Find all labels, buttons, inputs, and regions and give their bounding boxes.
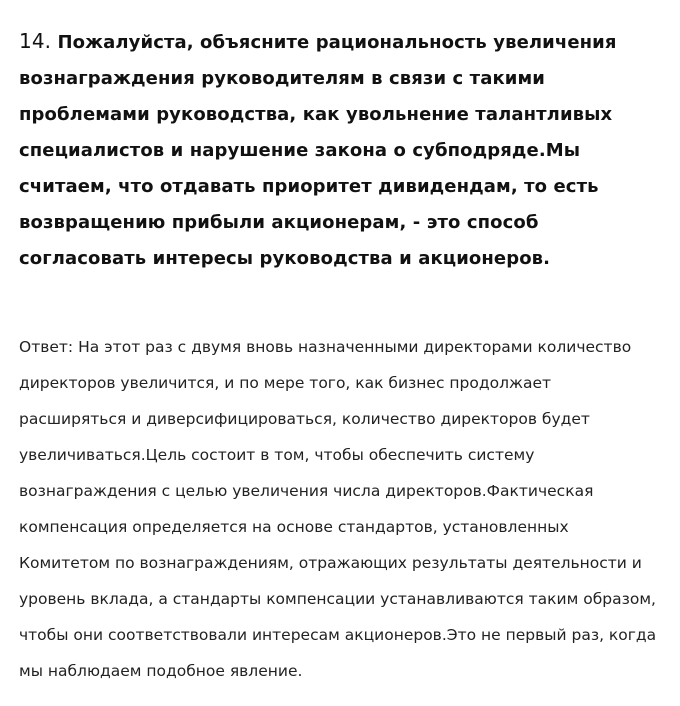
answer-paragraph: [19, 329, 659, 689]
question-text: Пожалуйста, объясните рациональность увеличения вознаграждения руководителям в связи с такими проблемами руководства, как увольнение талантливых специалистов и нарушение закона о субподряде.Мы считаем, что отдавать приоритет дивидендам, то есть возвращению прибыли акционерам, - это способ согласовать интересы руководства и акционеров.: [19, 32, 617, 269]
question-number: 14.: [19, 29, 52, 53]
question-paragraph: [19, 23, 659, 277]
document-page: [19, 23, 659, 680]
answer-label: Ответ:: [19, 338, 79, 356]
answer-text: На этот раз с двумя вновь назначенными директорами количество директоров увеличится, и по мере того, как бизнес продолжает расширяться и диверсифицироваться, количество директоров будет увеличиваться.Цель состоит в том, чтобы обеспечить систему вознаграждения с целью увеличения числа директоров.Фактическая компенсация определяется на основе стандартов, установленных Комитетом по вознаграждениям, отражающих результаты деятельности и уровень вклада, а стандарты компенсации устанавливаются таким образом, чтобы они соответствовали интересам акционеров.Это не первый раз, когда мы наблюдаем подобное явление.: [19, 338, 657, 680]
